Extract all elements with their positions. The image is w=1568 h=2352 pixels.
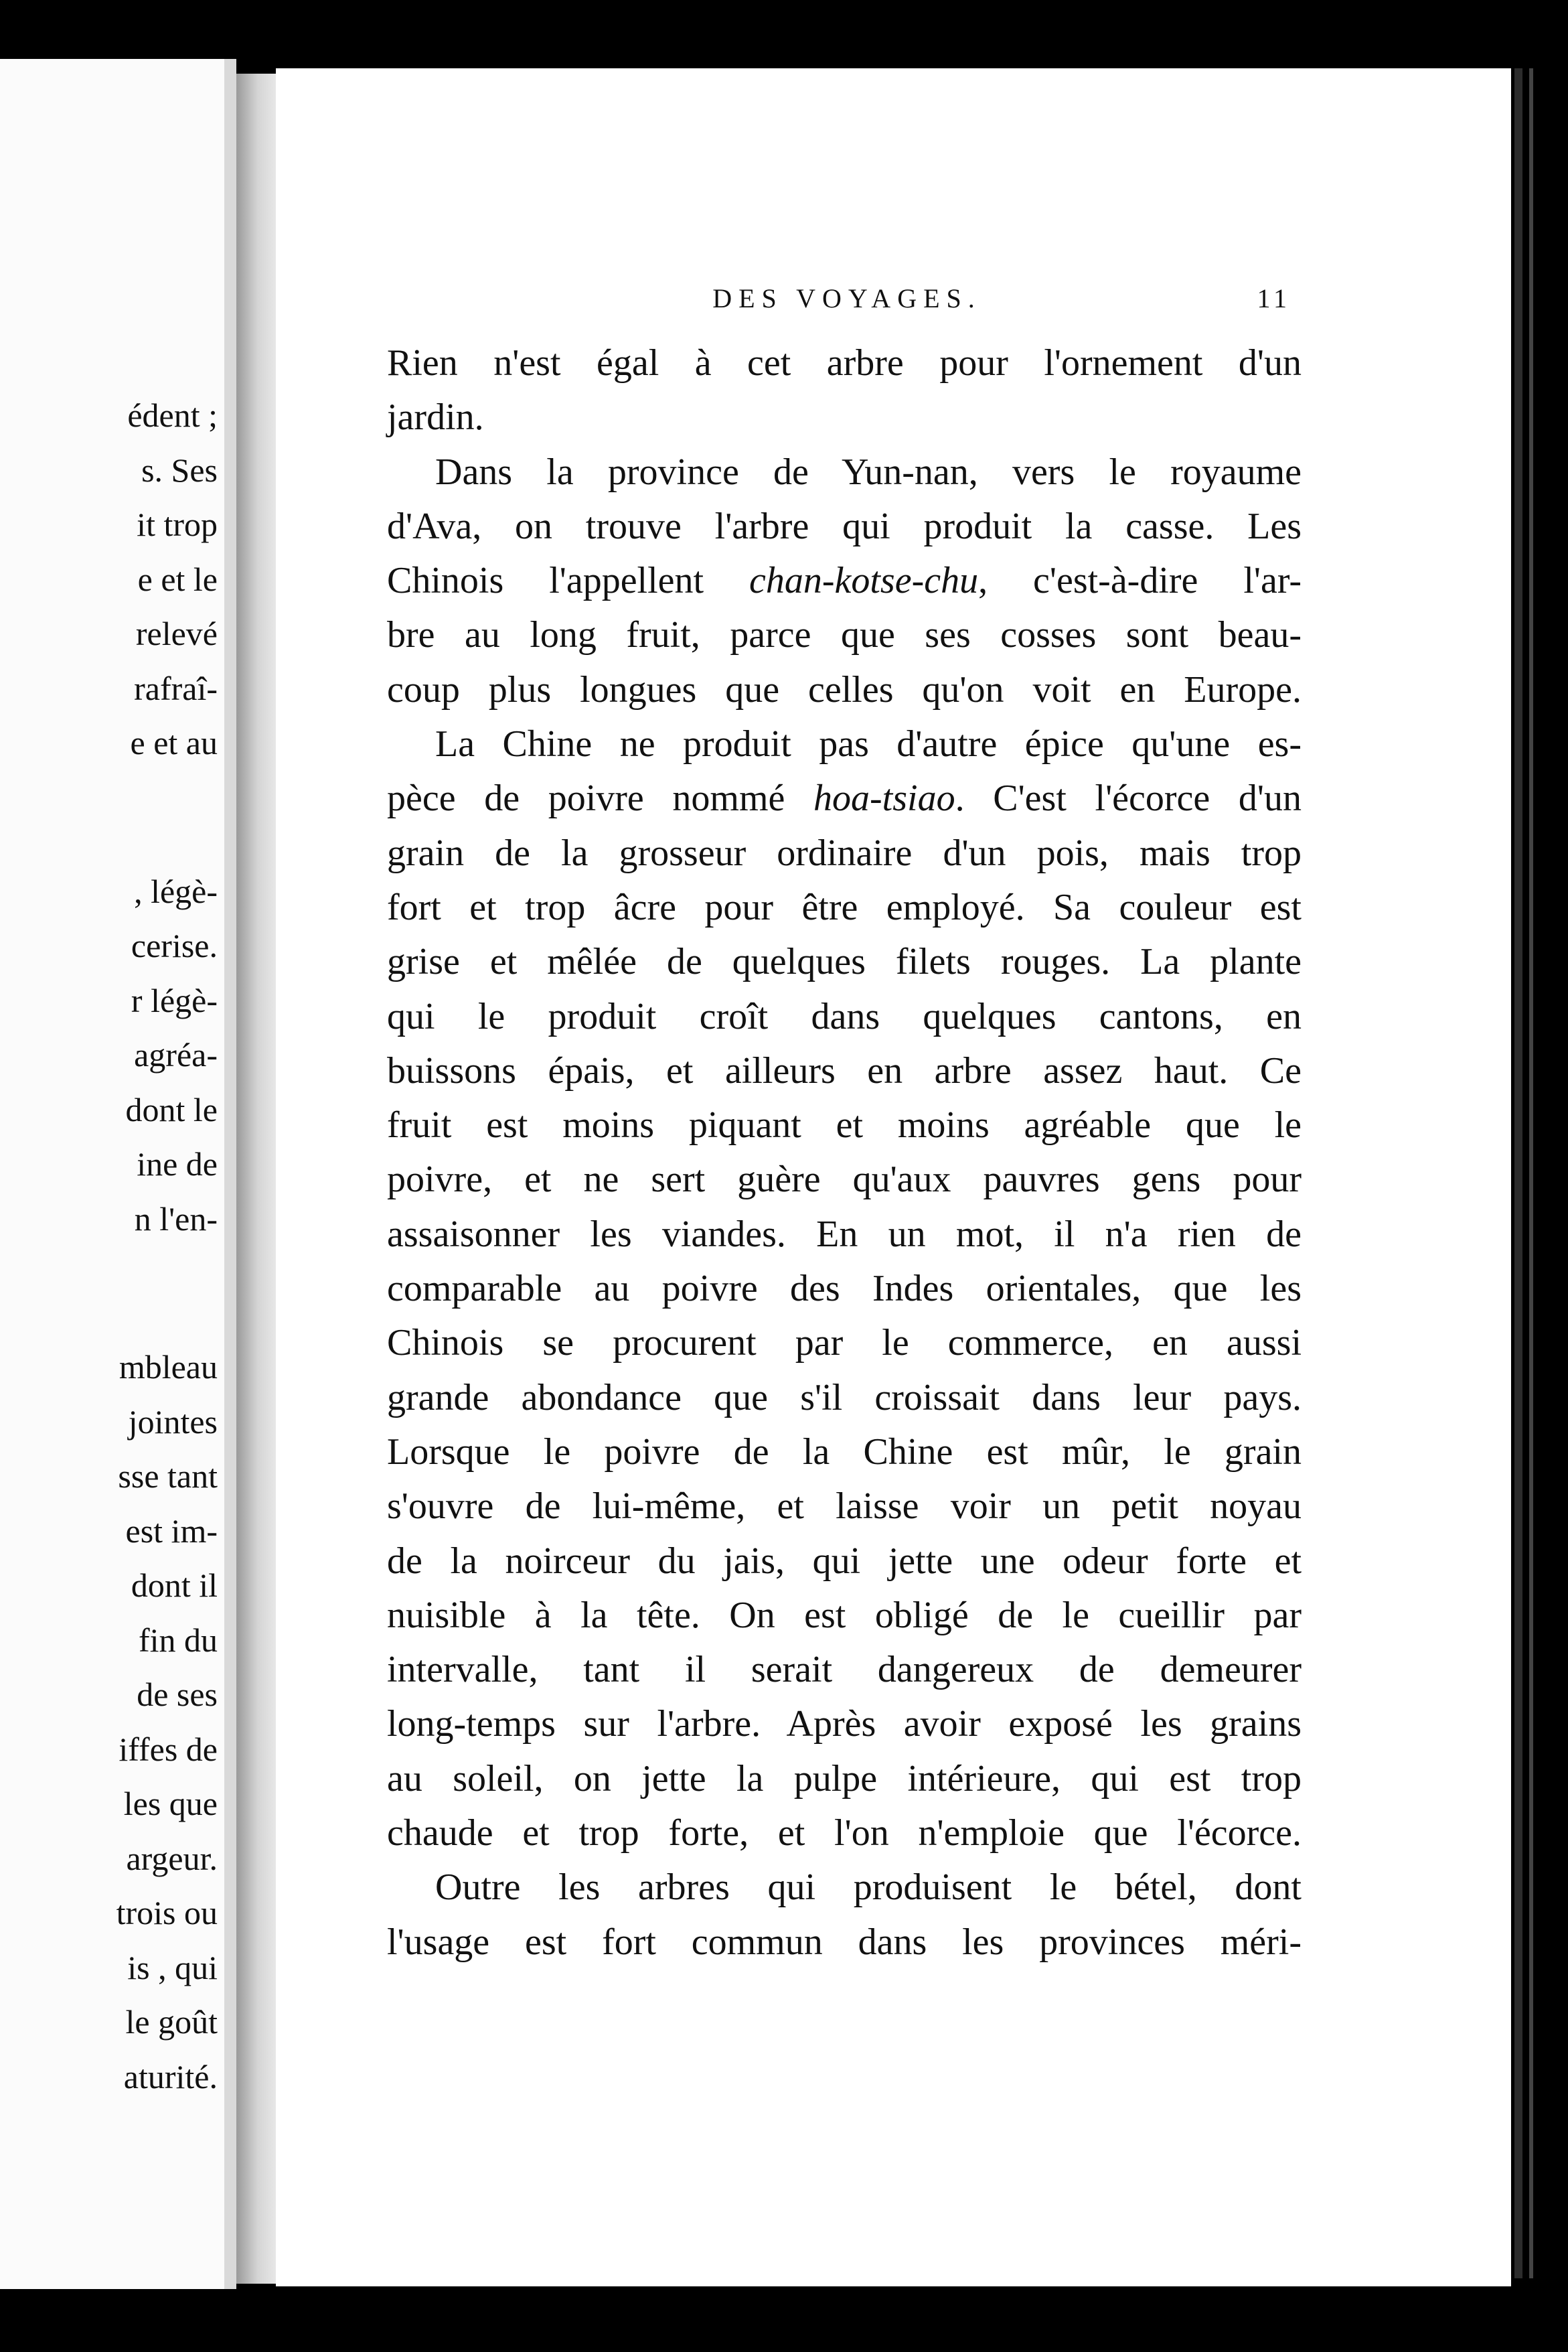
text-line: e et au (130, 724, 218, 761)
text-line: Chinois se procurent par le commerce, en aussi (387, 1322, 1302, 1364)
text-line: qui le produit croît dans quelques cantons, en (387, 995, 1302, 1037)
text-line: de la noirceur du jais, qui jette une odeur forte et (387, 1540, 1302, 1582)
text-line: ine de (137, 1145, 218, 1183)
text-line: buissons épais, et ailleurs en arbre assez haut. Ce (387, 1049, 1302, 1092)
text-line: grise et mêlée de quelques filets rouges. La plante (387, 941, 1302, 983)
text-line: Outre les arbres qui produisent le bétel, dont (435, 1866, 1302, 1909)
text-line: fort et trop âcre pour être employé. Sa couleur est (387, 886, 1302, 928)
text-line: fin du (138, 1621, 218, 1659)
text-line: dont le (125, 1090, 218, 1128)
text-line: n l'en- (134, 1199, 218, 1238)
text-run: Chinois l'appellent (387, 560, 750, 602)
text-line: bre au long fruit, parce que ses cosses sont beau- (387, 614, 1302, 656)
text-line: s'ouvre de lui-même, et laisse voir un petit noyau (387, 1485, 1302, 1528)
text-line: de ses (137, 1676, 218, 1713)
text-line: mbleau (119, 1348, 218, 1386)
text-line: grain de la grosseur ordinaire d'un pois, mais trop (387, 832, 1302, 874)
text-line: trois ou (116, 1894, 218, 1931)
italic-term: chan-kotse-chu (749, 560, 979, 602)
text-line: au soleil, on jette la pulpe intérieure, qui est trop (387, 1757, 1302, 1799)
blank-line (116, 771, 218, 865)
text-line: intervalle, tant il serait dangereux de demeurer (387, 1649, 1302, 1691)
text-line: iffes de (119, 1730, 218, 1768)
text-line: Lorsque le poivre de la Chine est mûr, le grain (387, 1430, 1302, 1473)
running-head: DES VOYAGES. (712, 283, 982, 313)
text-line: sse tant (118, 1457, 218, 1495)
blank-line (116, 1246, 218, 1340)
text-line: , légè- (134, 872, 218, 910)
text-line: r légè- (131, 981, 218, 1019)
text-line: chaude et trop forte, et l'on n'emploie que l'écorce. (387, 1812, 1302, 1854)
text-line: grande abondance que s'il croissait dans leur pays. (387, 1376, 1302, 1418)
text-line: it trop (137, 506, 218, 543)
italic-term: hoa-tsiao (813, 778, 955, 820)
previous-page-text (116, 388, 218, 2104)
text-line: est im- (125, 1512, 218, 1550)
text-line: La Chine ne produit pas d'autre épice qu'une es- (435, 723, 1302, 765)
text-line: Rien n'est égal à cet arbre pour l'ornement d'un (387, 342, 1302, 384)
text-line: poivre, et ne sert guère qu'aux pauvres gens pour (387, 1159, 1302, 1201)
page-edge (1514, 68, 1522, 2278)
text-line: argeur. (126, 1839, 218, 1877)
text-line: jardin. (387, 396, 484, 439)
text-line: l'usage est fort commun dans les provinces méri- (387, 1921, 1302, 1963)
page-edge (1529, 68, 1533, 2278)
text-line: assaisonner les viandes. En un mot, il n'a rien de (387, 1213, 1302, 1255)
text-line: dont il (131, 1566, 218, 1604)
text-line: Dans la province de Yun-nan, vers le royaume (435, 451, 1302, 493)
text-line: rafraî- (134, 669, 218, 707)
text-line: cerise. (131, 927, 218, 964)
text-run: , c'est-à-dire l'ar- (978, 560, 1302, 602)
text-line (387, 771, 1302, 826)
text-line: jointes (128, 1402, 218, 1441)
text-line: agréa- (134, 1036, 218, 1074)
text-line: les que (123, 1785, 218, 1822)
text-line: fruit est moins piquant et moins agréable que le (387, 1104, 1302, 1147)
text-line (387, 554, 1302, 608)
text-run: pèce de poivre nommé (387, 778, 814, 820)
text-line: is , qui (127, 1948, 218, 1986)
text-line: comparable au poivre des Indes orientales, que les (387, 1268, 1302, 1310)
page-number: 11 (1257, 283, 1291, 313)
text-line: aturité. (123, 2057, 218, 2096)
previous-page (0, 59, 236, 2289)
text-line: s. Ses (141, 451, 218, 489)
text-line: coup plus longues que celles qu'on voit en Europe. (387, 668, 1302, 711)
text-line: édent ; (127, 396, 218, 434)
text-line: nuisible à la tête. On est obligé de le cueillir par (387, 1594, 1302, 1636)
text-line: relevé (135, 615, 218, 652)
text-line: e et le (137, 560, 218, 598)
text-run: . C'est l'écorce d'un (955, 778, 1302, 820)
text-line: le goût (125, 2003, 218, 2041)
text-line: long-temps sur l'arbre. Après avoir exposé les grains (387, 1703, 1302, 1745)
text-line: d'Ava, on trouve l'arbre qui produit la casse. Les (387, 505, 1302, 547)
body-text (387, 336, 1302, 1970)
